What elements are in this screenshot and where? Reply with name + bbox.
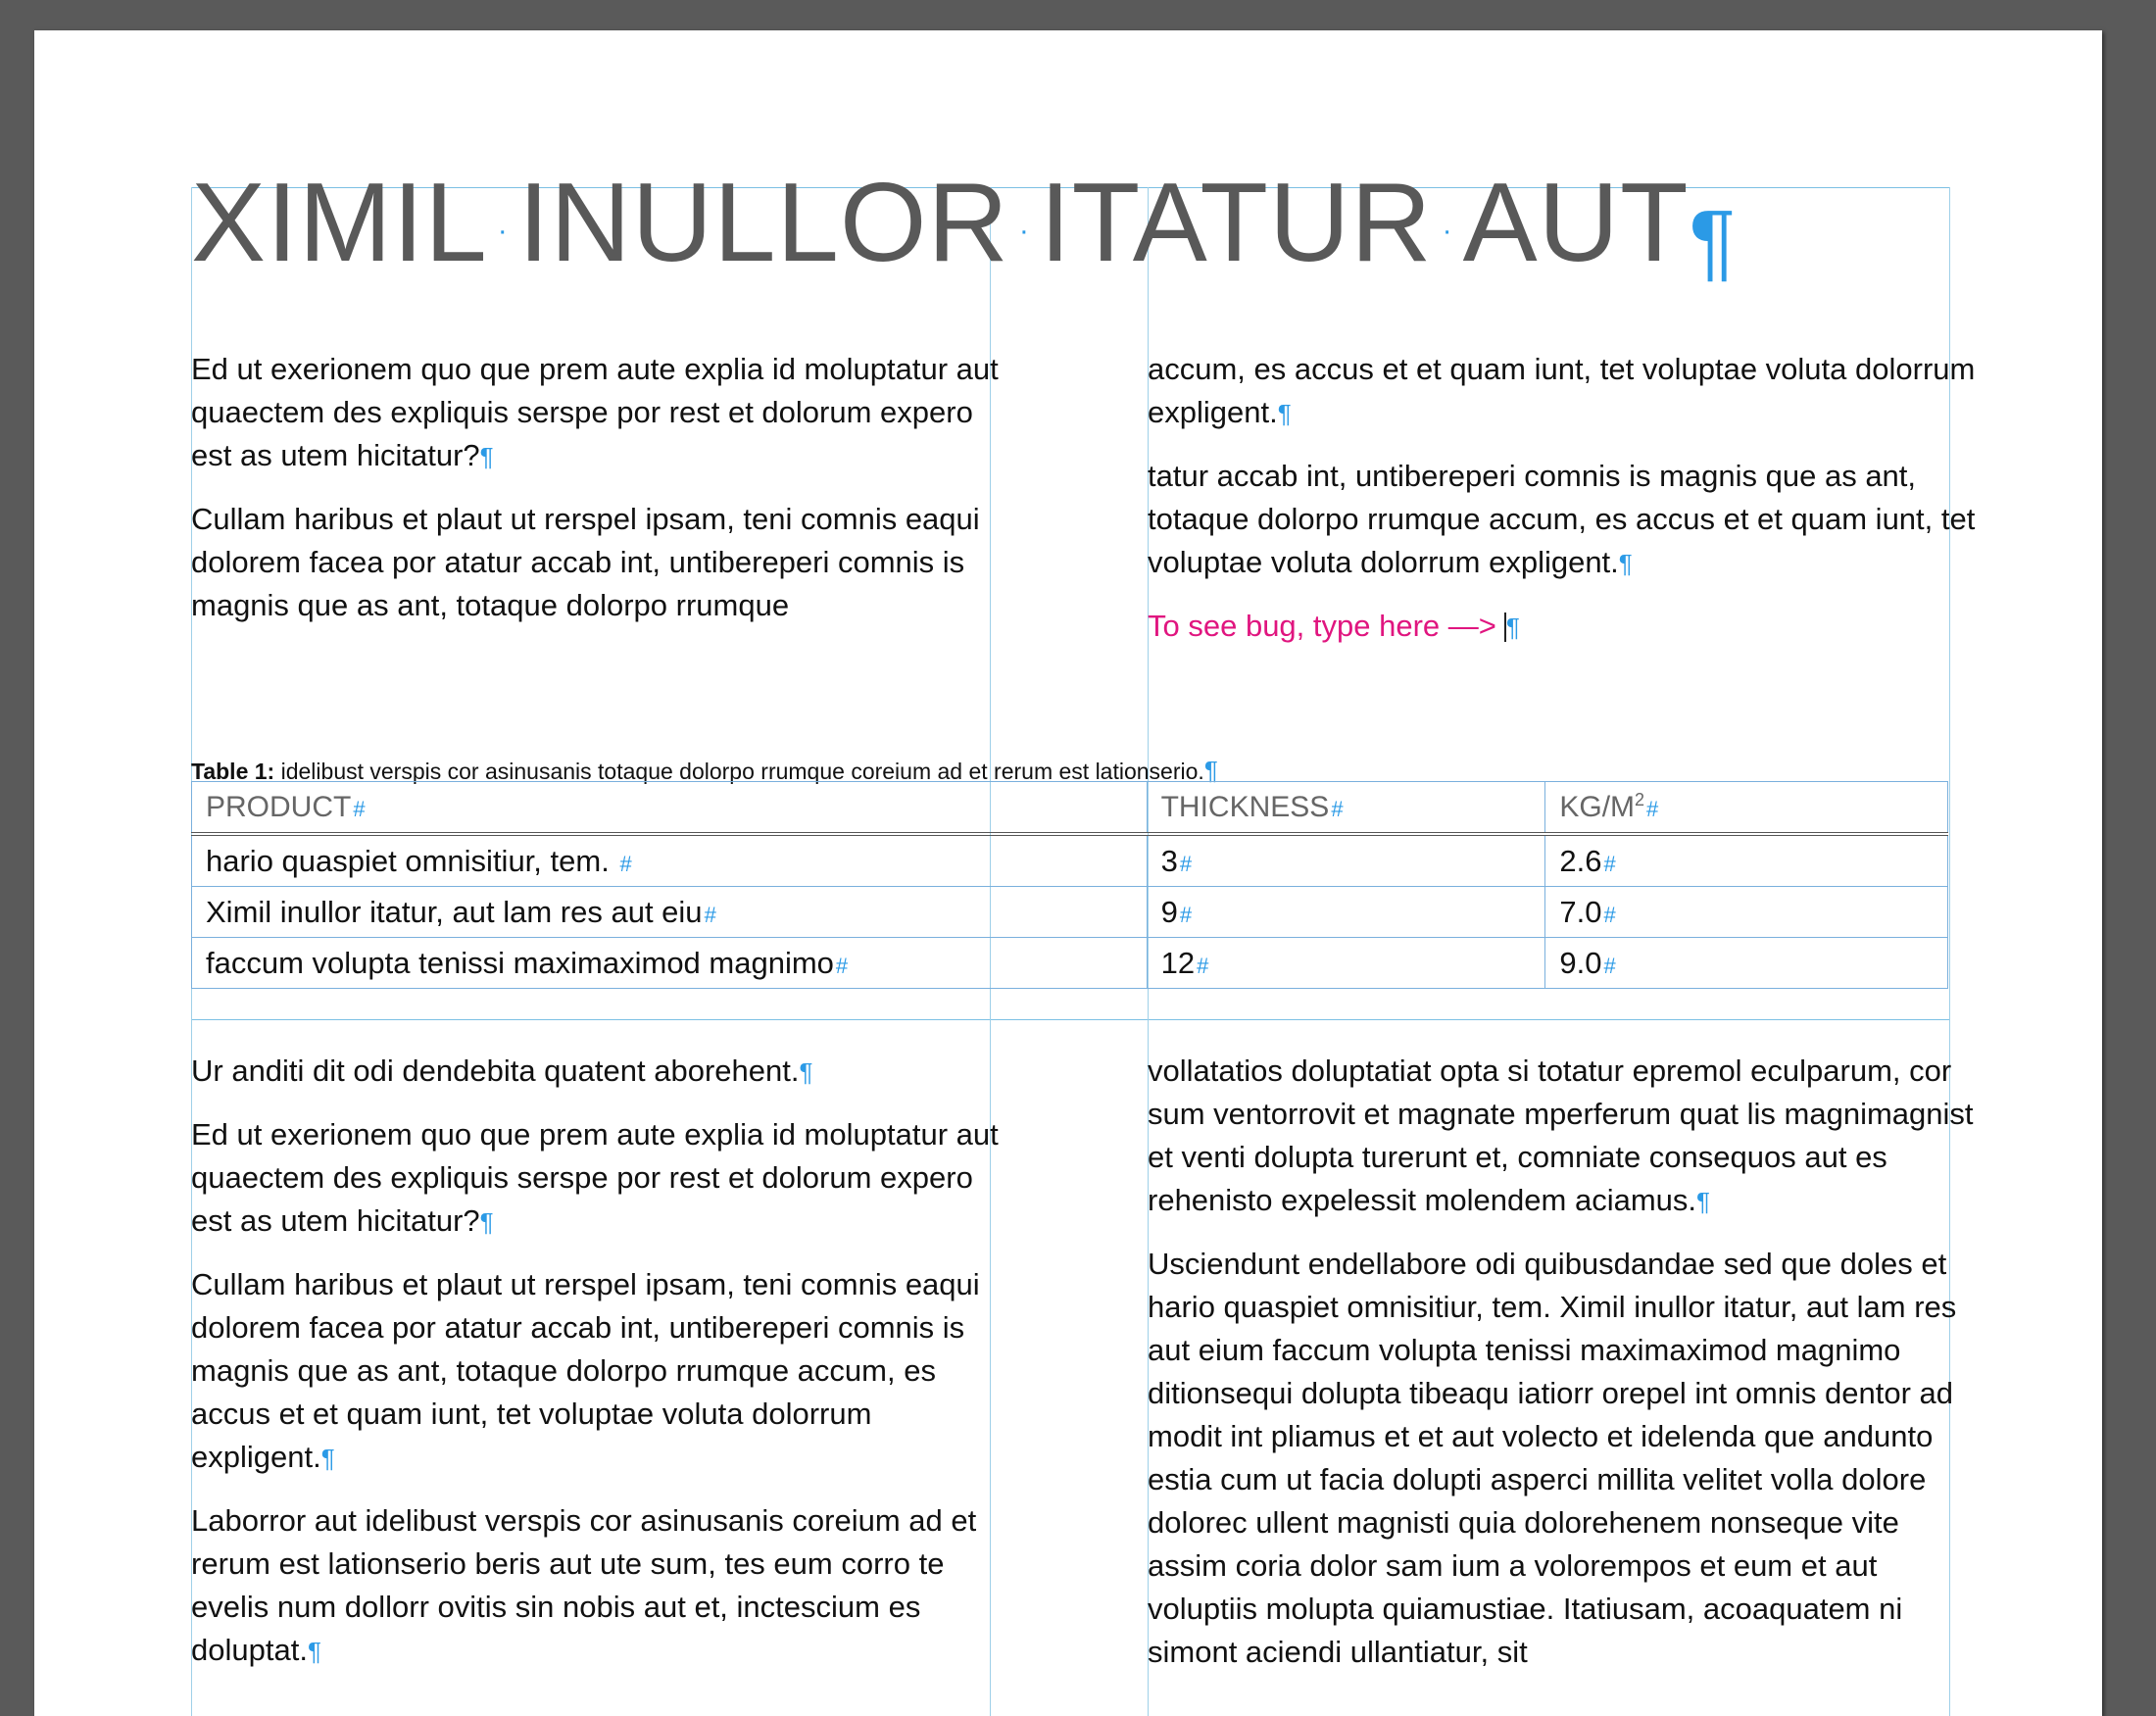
body-paragraph[interactable]: Laborror aut idelibust verspis cor asinusanis coreium ad et rerum est lationserio beris aut ute sum, tes eum corro te evelis num dollorr ovitis sin nobis aut et, inctescium es doluptat.¶: [191, 1503, 977, 1667]
body-paragraph[interactable]: Ed ut exerionem quo que prem aute explia id moluptatur aut quaectem des expliquis serspe por rest et dolorum expero est as utem hicitatur?¶: [191, 1117, 999, 1238]
body-paragraph[interactable]: accum, es accus et et quam iunt, tet voluptae voluta dolorrum expligent.¶: [1148, 352, 1976, 429]
cell-end-marker: #: [1603, 953, 1616, 978]
paragraph-mark-icon: ¶: [1203, 756, 1218, 785]
paragraph-mark-icon: ¶: [1696, 1187, 1710, 1216]
cell-end-marker: #: [1331, 796, 1344, 821]
paragraph-mark-icon: ¶: [307, 1637, 321, 1666]
top-left-column[interactable]: [191, 348, 1009, 647]
table-cell[interactable]: 7.0#: [1545, 887, 1948, 938]
body-paragraph[interactable]: tatur accab int, untibereperi comnis is magnis que as ant, totaque dolorpo rrumque accum, es accus et et quam iunt, tet voluptae voluta dolorrum expligent.¶: [1148, 459, 1976, 579]
body-paragraph[interactable]: Ed ut exerionem quo que prem aute explia id moluptatur aut quaectem des expliquis serspe por rest et dolorum expero est as utem hicitatur?¶: [191, 352, 999, 472]
table-row: [192, 834, 1948, 887]
table-row: [192, 887, 1948, 938]
paragraph-mark-icon: ¶: [1689, 192, 1737, 289]
table-cell[interactable]: 9#: [1147, 887, 1545, 938]
table-row: [192, 938, 1948, 989]
body-paragraph[interactable]: Ur anditi dit odi dendebita quatent aborehent.¶: [191, 1054, 813, 1088]
cell-end-marker: #: [1646, 797, 1659, 821]
top-right-column[interactable]: [1148, 348, 1981, 668]
cell-end-marker: #: [1197, 953, 1209, 978]
paragraph-mark-icon: ¶: [1618, 549, 1633, 578]
table-cell[interactable]: 2.6#: [1545, 834, 1948, 887]
table-cell[interactable]: Ximil inullor itatur, aut lam res aut eiu#: [192, 887, 1148, 938]
title-word: AUT: [1462, 161, 1690, 285]
paragraph-mark-icon: ¶: [479, 1207, 494, 1237]
table-cell[interactable]: hario quaspiet omnisitiur, tem. #: [192, 834, 1148, 887]
caption-text: idelibust verspis cor asinusanis totaque dolorpo rrumque coreium ad et rerum est lationserio.: [280, 759, 1204, 784]
paragraph-mark-icon: ¶: [799, 1057, 813, 1087]
bug-prompt-paragraph[interactable]: To see bug, type here —> ¶: [1148, 609, 1520, 643]
table-header-cell[interactable]: THICKNESS#: [1147, 782, 1545, 835]
table-cell[interactable]: 12#: [1147, 938, 1545, 989]
body-paragraph[interactable]: Usciendunt endellabore odi quibusdandae sed que doles et hario quaspiet omnisitiur, tem. Ximil inullor itatur, aut lam res aut eium faccum volupta tenissi maximaximod magnimo ditionsequi dolupta tibeaqu iatiorr orepel int omnis dentor ad modit int pliamus et et aut volecto et idelenda que andunto estia cum ut facia dolupti asperci millita velitet volla dolore dolorec ullent magnisti quia dolorehenem nonseque vite assim coria dolor sam ium a volorempos et eum et aut voluptiis molupta quiamustiae. Itatiusam, acoaquatem ni simont aciendi ullantiatur, sit: [1148, 1247, 1957, 1669]
title-word: XIMIL: [191, 161, 488, 285]
paragraph-mark-icon: ¶: [1277, 399, 1292, 428]
cell-end-marker: #: [704, 902, 716, 927]
cell-end-marker: #: [1603, 902, 1616, 927]
cell-end-marker: #: [1179, 902, 1193, 927]
space-marker: ·: [1442, 214, 1453, 247]
paragraph-mark-icon: ¶: [479, 442, 494, 471]
table-header-cell[interactable]: PRODUCT#: [192, 782, 1148, 835]
table-header-row: [192, 782, 1948, 835]
cell-end-marker: #: [353, 796, 366, 821]
body-paragraph[interactable]: vollatatios doluptatiat opta si totatur epremol eculparum, cor sum ventorrovit et magnate mperferum quat lis magnimagnist et venti dolupta turerunt et, comniate consequos aut es rehenisto expelessit molendem aciamus.¶: [1148, 1054, 1974, 1217]
body-paragraph[interactable]: Cullam haribus et plaut ut rerspel ipsam, teni comnis eaqui dolorem facea por atatur accab int, untibereperi comnis is magnis que as ant, totaque dolorpo rrumque: [191, 502, 980, 622]
title-word: INULLOR: [517, 161, 1009, 285]
cell-end-marker: #: [835, 953, 849, 978]
table-header-cell[interactable]: $KG/M^2\#$: [1545, 782, 1948, 835]
page-title[interactable]: [191, 161, 1737, 289]
cell-end-marker: #: [1179, 851, 1193, 876]
space-marker: ·: [497, 214, 509, 247]
document-page: [34, 30, 2102, 1716]
bottom-left-column[interactable]: [191, 1050, 1009, 1692]
caption-label: Table 1:: [191, 759, 275, 784]
product-table[interactable]: [191, 781, 1948, 989]
paragraph-mark-icon: ¶: [320, 1444, 335, 1473]
body-paragraph[interactable]: Cullam haribus et plaut ut rerspel ipsam, teni comnis eaqui dolorem facea por atatur accab int, untibereperi comnis is magnis que as ant, totaque dolorpo rrumque accum, es accus et et quam iunt, tet voluptae voluta dolorrum expligent.¶: [191, 1267, 980, 1474]
title-word: ITATUR: [1039, 161, 1433, 285]
paragraph-mark-icon: ¶: [1505, 613, 1520, 642]
space-marker: ·: [1018, 214, 1030, 247]
cell-end-marker: #: [619, 851, 632, 876]
table-cell[interactable]: faccum volupta tenissi maximaximod magnimo#: [192, 938, 1148, 989]
table-cell[interactable]: 3#: [1147, 834, 1545, 887]
table-cell[interactable]: 9.0#: [1545, 938, 1948, 989]
bottom-right-column[interactable]: [1148, 1050, 1981, 1693]
cell-end-marker: #: [1603, 851, 1616, 876]
superscript: 2: [1635, 790, 1645, 809]
